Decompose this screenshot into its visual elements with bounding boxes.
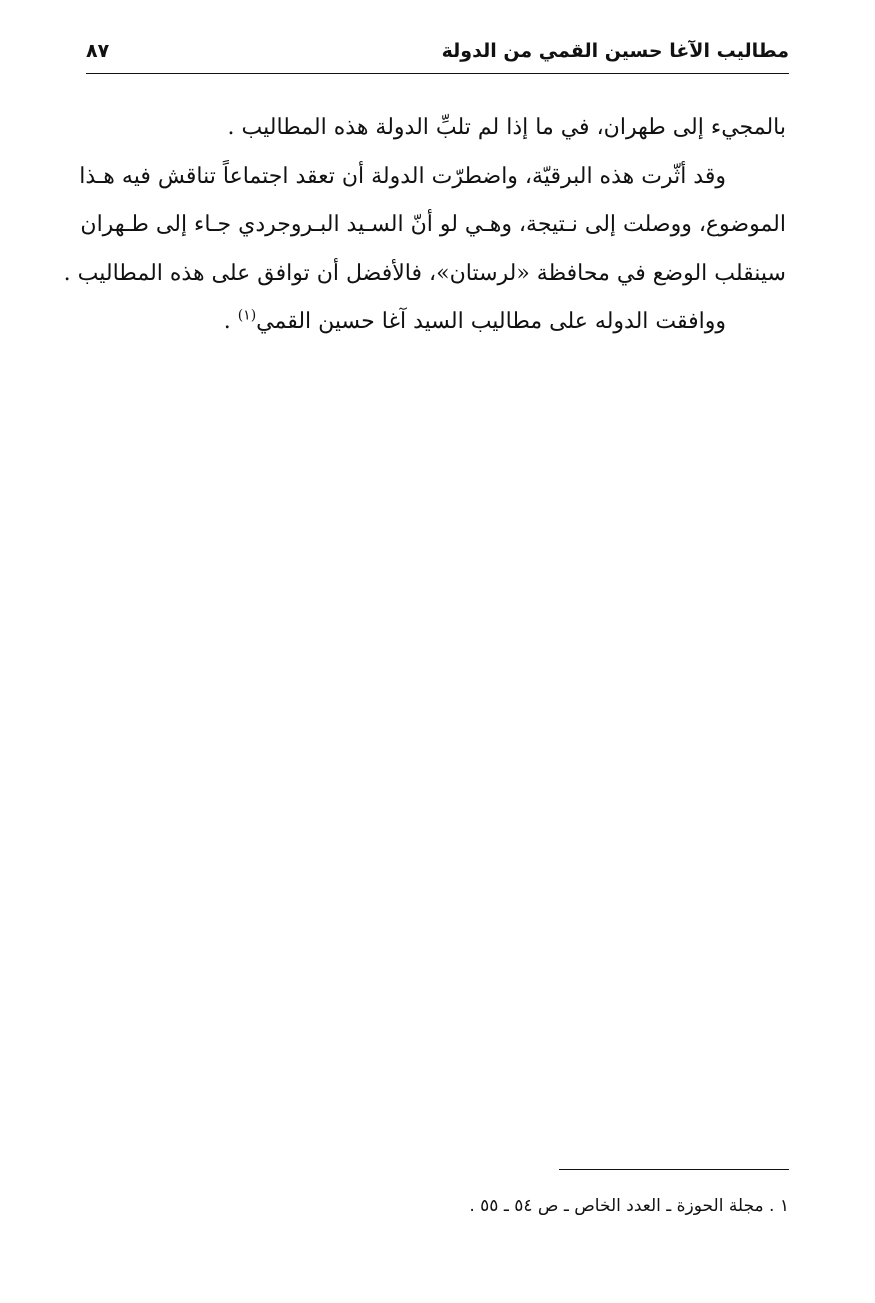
paragraph-line-text: ووافقت الدوله على مطاليب السيد آغا حسين القمي bbox=[256, 309, 726, 334]
chapter-title: مطاليب الآغا حسين القمي من الدولة bbox=[441, 40, 789, 62]
paragraph-line: سينقلب الوضع في محافظة «لرستان»، فالأفضل أن توافق على هذه المطاليب . bbox=[63, 260, 786, 286]
footnote-rule bbox=[559, 1169, 789, 1170]
footnote-reference: (١) bbox=[237, 307, 257, 324]
header-rule bbox=[86, 73, 789, 74]
sentence-end: . bbox=[223, 309, 238, 334]
paragraph-line-last bbox=[86, 298, 786, 347]
footnote: ١ . مجلة الحوزة ـ العدد الخاص ـ ص ٥٤ ـ ٥٥ . bbox=[469, 1196, 789, 1216]
page-number: ٨٧ bbox=[86, 40, 110, 62]
paragraph-line: الموضوع، ووصلت إلى نـتيجة، وهـي لو أنّ السـيد البـروجردي جـاء إلى طـهران bbox=[80, 212, 786, 237]
paragraph-line: بالمجيء إلى طهران، في ما إذا لم تلبِّ الدولة هذه المطاليب . bbox=[227, 115, 786, 140]
paragraph-line: وقد أثّرت هذه البرقيّة، واضطرّت الدولة أن تعقد اجتماعاً تناقش فيه هـذا bbox=[79, 163, 726, 189]
running-header bbox=[86, 34, 789, 74]
body-text bbox=[63, 104, 786, 347]
